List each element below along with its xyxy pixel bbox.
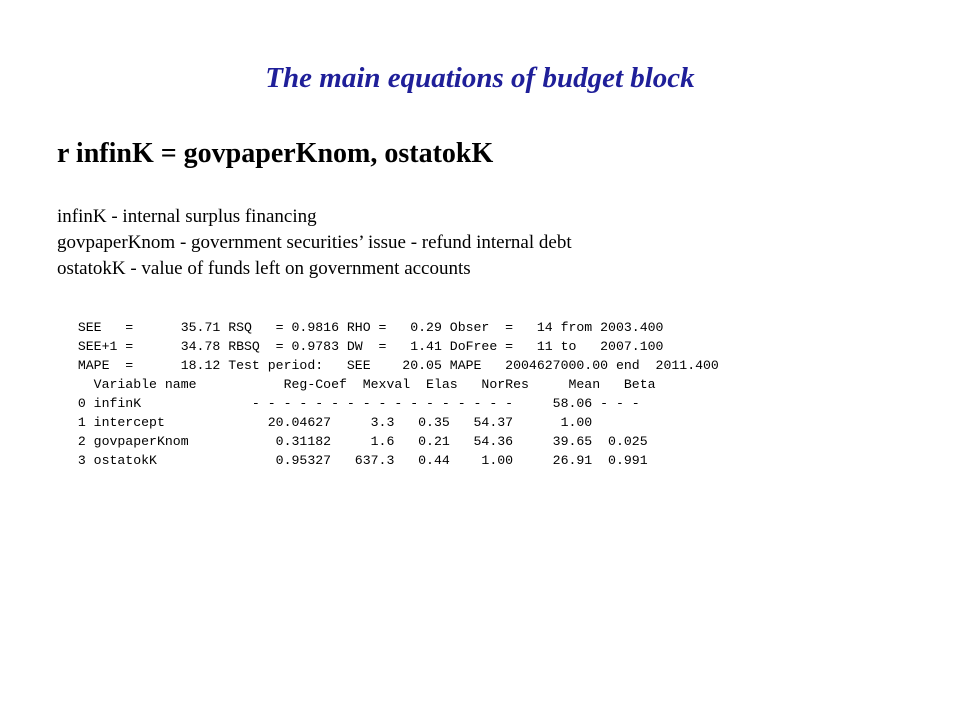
output-line-see-plus-1: SEE+1 = 34.78 RBSQ = 0.9783 DW = 1.41 DoFree = 11 to 2007.100	[62, 339, 664, 354]
output-table-row: 2 govpaperKnom 0.31182 1.6 0.21 54.36 39.65 0.025	[62, 434, 648, 449]
variable-definitions	[57, 204, 572, 282]
regression-output	[62, 318, 719, 470]
output-line-see: SEE = 35.71 RSQ = 0.9816 RHO = 0.29 Obser = 14 from 2003.400	[62, 320, 664, 335]
output-table-row: 1 intercept 20.04627 3.3 0.35 54.37 1.00	[62, 415, 593, 430]
definition-ostatokK: ostatokK - value of funds left on government accounts	[57, 258, 471, 279]
output-line-mape: MAPE = 18.12 Test period: SEE 20.05 MAPE 2004627000.00 end 2011.400	[62, 358, 719, 373]
definition-govpaperKnom: govpaperKnom - government securities’ issue - refund internal debt	[57, 232, 572, 253]
regression-equation: r infinK = govpaperKnom, ostatokK	[57, 138, 494, 169]
output-table-row: 0 infinK - - - - - - - - - - - - - - - - - 58.06 - - -	[62, 396, 640, 411]
output-table-row: 3 ostatokK 0.95327 637.3 0.44 1.00 26.91 0.991	[62, 453, 648, 468]
definition-infinK: infinK - internal surplus financing	[57, 206, 317, 227]
output-table-header: Variable name Reg-Coef Mexval Elas NorRes Mean Beta	[62, 377, 656, 392]
slide-title: The main equations of budget block	[265, 62, 695, 94]
